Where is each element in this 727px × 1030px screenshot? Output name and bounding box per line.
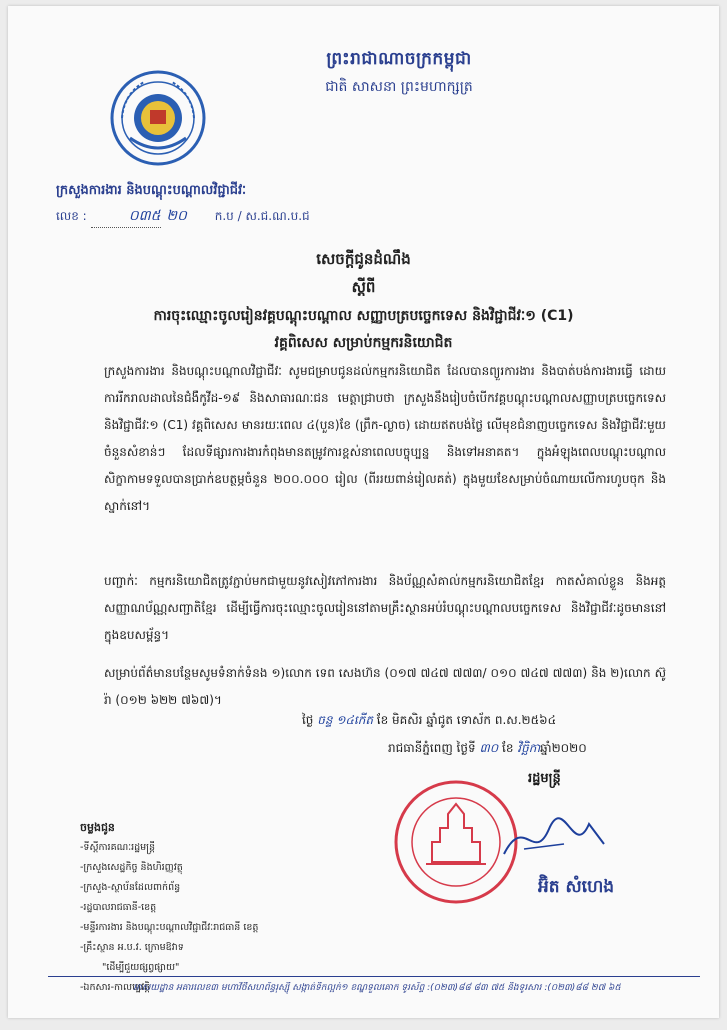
recipient-item: -ក្រសួងសេដ្ឋកិច្ច និងហិរញ្ញវត្ថុ (80, 862, 183, 873)
document-page (8, 6, 719, 1018)
reference-suffix: ក.ប / ស.ជ.ណ.ប.ជ (214, 209, 310, 223)
body-paragraph-contacts: សម្រាប់ព័ត៌មានបន្ថែមសូមទំនាក់ទំនង ១)លោក ទេព សេងហ៊ន (០១៧ ៧៤៧ ៧៧៣/ ០១០ ៧៤៧ ៧៧៣) និង ២)លោក ស៊ូ រ៉ា (០១២ ៦២២ ៧៦៧)។ (104, 666, 666, 707)
footer-divider (48, 976, 700, 977)
recipient-item: -ក្រសួង-ស្ថាប័នដែលពាក់ព័ន្ធ (80, 882, 181, 893)
signatory-title: រដ្ឋមន្ត្រី (528, 771, 561, 786)
document-subject-label: ស្តីពី (351, 278, 376, 296)
lunar-day: ចន្ទ ១៤កើត (317, 713, 373, 727)
reference-year: ២០ (166, 208, 187, 224)
national-motto: ជាតិ សាសនា ព្រះមហាក្សត្រ (325, 79, 473, 95)
ministry-name: ក្រសួងការងារ និងបណ្តុះបណ្តាលវិជ្ជាជីវៈ (56, 183, 247, 198)
ministry-logo-icon (108, 68, 208, 168)
reference-label: លេខ : (56, 209, 87, 223)
recipient-item: -ទីស្តីការគណៈរដ្ឋមន្ត្រី (80, 842, 156, 853)
body-paragraph-announcement: ក្រសួងការងារ និងបណ្តុះបណ្តាលវិជ្ជាជីវៈ សូមជម្រាបជូនដល់កម្មករនិយោជិត ដែលបានព្យួរការងារ និងបាត់បង់ការងារធ្វើ ដោយការរីករាលដាលនៃជំងឺកូវីដ-១៩ និងសាធារណៈជន មេត្តាជ្រាបថា ក្រសួងនឹងរៀបចំបើកវគ្គបណ្តុះបណ្តាលសញ្ញាបត្របច្ចេកទេស និងវិជ្ជាជីវៈ១ (C1) វគ្គពិសេស មានរយៈពេល ៤(បួន)ខែ (ព្រឹក-ល្ងាច) ដោយឥតបង់ថ្លៃ លើមុខជំនាញបច្ចេកទេស និងវិជ្ជាជីវៈមួយចំនួនសំខាន់ៗ ដែលទីផ្សារការងារកំពុងមានតម្រូវការខ្ពស់នាពេលបច្ចុប្បន្ន និងទៅអនាគត។ ក្នុងអំឡុងពេលបណ្តុះបណ្តាល សិក្ខាកាមទទួលបានប្រាក់ឧបត្ថម្ភចំនួន ២០០.០០០ រៀល (ពីររយពាន់រៀលគត់) ក្នុងមួយខែសម្រាប់ចំណាយលើការហូបចុក និងស្នាក់នៅ។ (104, 364, 666, 513)
solar-date: រាជធានីភ្នំពេញ ថ្ងៃទី ៣០ ខែ វិច្ឆិកាឆ្នាំ២០២០ (388, 741, 587, 755)
document-title-block (8, 250, 719, 354)
document-subject-audience: វគ្គពិសេស សម្រាប់កម្មករនិយោជិត (274, 335, 453, 351)
solar-month: វិច្ឆិកា (517, 741, 541, 755)
handwritten-signature-icon (494, 804, 614, 874)
recipients-list (80, 818, 258, 998)
kingdom-header (284, 48, 514, 98)
kingdom-title: ព្រះរាជាណាចក្រកម្ពុជា (326, 49, 472, 69)
recipients-heading: ចម្លងជូន (80, 821, 115, 834)
solar-day: ៣០ (479, 741, 499, 755)
document-subject: ការចុះឈ្មោះចូលរៀនវគ្គបណ្តុះបណ្តាល សញ្ញាបត្របច្ចេកទេស និងវិជ្ជាជីវៈ១ (C1) (153, 308, 574, 324)
lunar-date: ថ្ងៃ ចន្ទ ១៤កើត ខែ មិគសិរ ឆ្នាំជូត ទោស័ក ព.ស.២៥៦៤ (302, 713, 557, 727)
recipient-item: -ឯកសារ-កាលប្បវត្តិ (80, 982, 150, 993)
reference-number-line (56, 206, 376, 228)
body-paragraph-requirements: បញ្ជាក់ៈ កម្មករនិយោជិតត្រូវភ្ជាប់មកជាមួយនូវសៀវភៅការងារ និងប័ណ្ណសំគាល់កម្មករនិយោជិតខ្មែរ កាតសំគាល់ខ្លួន និងអត្តសញ្ញាណប័ណ្ណសញ្ជាតិខ្មែរ ដើម្បីធ្វើការចុះឈ្មោះចូលរៀននៅតាមគ្រឹះស្ថានអប់រំបណ្តុះបណ្តាលបច្ចេកទេស និងវិជ្ជាជីវៈដូចមាននៅក្នុងឧបសម្ព័ន្ធ។ (104, 574, 666, 642)
recipient-item: "ដើម្បីជួយផ្សព្វផ្សាយ" (102, 962, 180, 973)
recipient-item: -រដ្ឋបាលរាជធានី-ខេត្ត (80, 902, 157, 913)
signatory-name: អ៊ិត សំហេង (538, 877, 615, 897)
document-title: សេចក្តីជូនដំណឹង (316, 250, 411, 268)
recipient-item: -គ្រឹះស្ថាន អ.ប.វ. ក្រោមឱវាទ (80, 942, 184, 953)
reference-number: ០៣៥ (128, 208, 161, 224)
footer-address: អាសយដ្ឋាន អគារលេខ៣ មហាវិថីសហព័ន្ធរុស្ស៊ី សង្កាត់ទឹកល្អក់១ ខណ្ឌទួលគោក ទូរស័ព្ទ :(០២៣)៨៨ ៨៣ ៧៥ និងទូរសារ :(០២៣)៨៨ ២៧ ៦៥ (133, 983, 621, 993)
recipient-item: -មន្ទីរការងារ និងបណ្តុះបណ្តាលវិជ្ជាជីវៈរាជធានី ខេត្ត (80, 922, 259, 933)
